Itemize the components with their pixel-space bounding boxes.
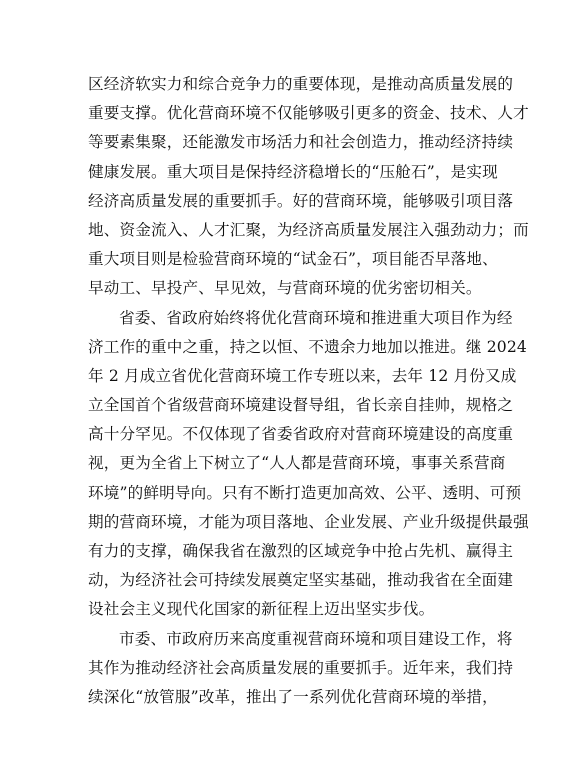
text-line: 立全国首个省级营商环境建设督导组，省长亲自挂帅，规格之 <box>88 396 514 415</box>
text-line: 省委、省政府始终将优化营商环境和推进重大项目作为经 <box>119 308 513 327</box>
text-line: 年 2 月成立省优化营商环境工作专班以来，去年 12 月份又成 <box>88 366 517 385</box>
text-line: 设社会主义现代化国家的新征程上迈出坚实步伐。 <box>88 600 435 619</box>
text-line: 等要素集聚，还能激发市场活力和社会创造力，推动经济持续 <box>88 133 514 152</box>
text-line: 重大项目则是检验营商环境的“试金石”，项目能否早落地、 <box>88 250 498 269</box>
text-line: 健康发展。重大项目是保持经济稳增长的“压舱石”，是实现 <box>88 162 498 181</box>
text-line: 市委、市政府历来高度重视营商环境和项目建设工作，将 <box>119 629 513 648</box>
text-line: 视，更为全省上下树立了“人人都是营商环境，事事关系营商 <box>88 454 506 473</box>
text-line: 早动工、早投产、早见效，与营商环境的优劣密切相关。 <box>88 279 482 298</box>
text-line: 动，为经济社会可持续发展奠定坚实基础，推动我省在全面建 <box>88 571 514 590</box>
paragraph-1 <box>88 70 529 304</box>
text-line: 经济高质量发展的重要抓手。好的营商环境，能够吸引项目落 <box>88 191 514 210</box>
text-line: 重要支撑。优化营商环境不仅能够吸引更多的资金、技术、人才 <box>88 104 529 123</box>
text-line: 有力的支撑，确保我省在激烈的区域竞争中抢占先机、赢得主 <box>88 542 514 560</box>
text-line: 其作为推动经济社会高质量发展的重要抓手。近年来，我们持 <box>88 658 514 677</box>
text-line: 环境”的鲜明导向。只有不断打造更加高效、公平、透明、可预 <box>88 483 522 502</box>
text-line: 续深化“放管服”改革，推出了一系列优化营商环境的举措， <box>88 687 498 706</box>
text-line: 地、资金流入、人才汇聚，为经济高质量发展注入强劲动力；而 <box>88 220 529 239</box>
text-line: 济工作的重中之重，持之以恒、不遗余力地加以推进。继 2024 <box>88 337 527 356</box>
text-line: 区经济软实力和综合竞争力的重要体现，是推动高质量发展的 <box>88 75 514 93</box>
body-text <box>88 70 529 712</box>
text-line: 高十分罕见。不仅体现了省委省政府对营商环境建设的高度重 <box>88 425 514 444</box>
text-line: 期的营商环境，才能为项目落地、企业发展、产业升级提供最强 <box>88 512 529 531</box>
paragraph-2 <box>88 304 529 625</box>
paragraph-3 <box>88 625 514 713</box>
